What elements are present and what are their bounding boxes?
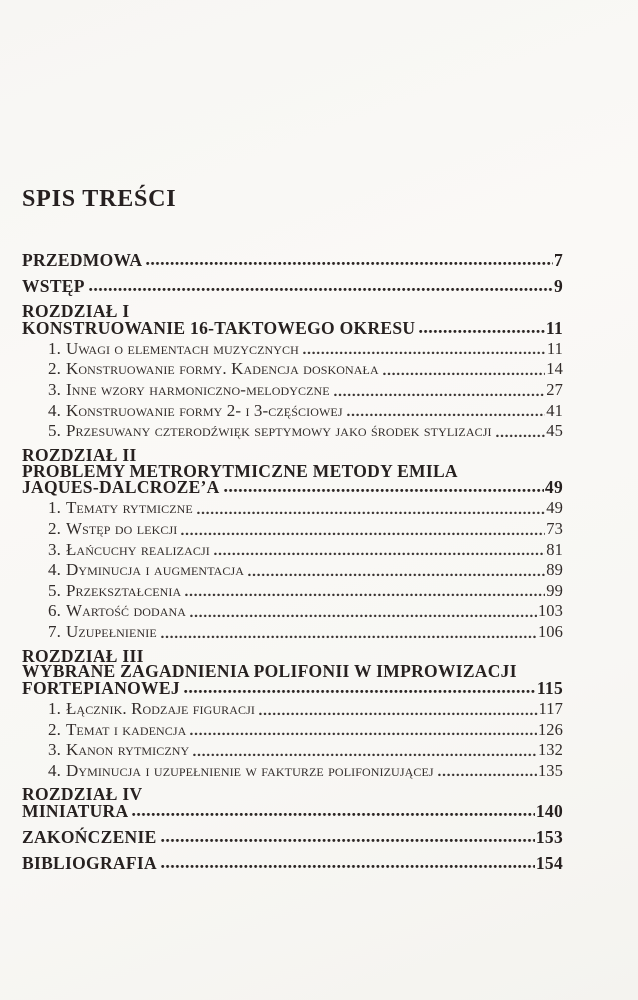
dot-leader bbox=[161, 635, 537, 639]
toc-item bbox=[48, 581, 563, 602]
toc-entry bbox=[22, 827, 563, 848]
page-number: 11 bbox=[545, 317, 563, 338]
item-number: 6. bbox=[48, 601, 61, 621]
toc-entry-row bbox=[22, 827, 563, 848]
page-number: 140 bbox=[535, 801, 563, 822]
page-number: 27 bbox=[546, 379, 563, 399]
page-number: 99 bbox=[546, 580, 563, 600]
chapter-items bbox=[22, 498, 563, 642]
item-number: 7. bbox=[48, 621, 61, 641]
item-title: Łącznik. Rodzaje figuracji bbox=[65, 699, 256, 719]
toc-item bbox=[48, 339, 563, 360]
toc-entry bbox=[22, 301, 563, 442]
entry-title: BIBLIOGRAFIA bbox=[22, 853, 157, 874]
item-title: Dyminucja i augmentacja bbox=[65, 560, 245, 580]
page-number: 9 bbox=[553, 276, 563, 296]
dot-leader bbox=[248, 573, 545, 577]
dot-leader bbox=[334, 393, 546, 397]
page-number: 41 bbox=[546, 400, 563, 420]
item-number: 2. bbox=[48, 359, 61, 379]
page-number: 45 bbox=[546, 421, 563, 441]
item-title: Konstruowanie formy. Kadencja doskonała bbox=[65, 359, 379, 379]
entry-title: KONSTRUOWANIE 16-TAKTOWEGO OKRESU bbox=[22, 317, 416, 338]
item-number: 2. bbox=[48, 518, 61, 538]
toc-entry bbox=[22, 444, 563, 643]
page-number: 81 bbox=[546, 539, 563, 559]
dot-leader bbox=[214, 552, 545, 556]
item-title: Konstruowanie formy 2- i 3-częściowej bbox=[65, 400, 343, 420]
page-number: 49 bbox=[546, 498, 563, 518]
toc-item bbox=[48, 498, 563, 519]
dot-leader bbox=[496, 434, 546, 438]
item-title: Uzupełnienie bbox=[65, 621, 157, 641]
page-number: 49 bbox=[544, 477, 563, 498]
item-title: Łańcuchy realizacji bbox=[65, 539, 210, 559]
item-title: Przekształcenia bbox=[65, 580, 182, 600]
page-number: 73 bbox=[546, 518, 563, 538]
dot-leader bbox=[193, 753, 537, 757]
item-number: 4. bbox=[48, 400, 61, 420]
toc-entry bbox=[22, 278, 563, 294]
item-title: Wstęp do lekcji bbox=[65, 518, 178, 538]
item-number: 5. bbox=[48, 421, 61, 441]
dot-leader bbox=[347, 413, 546, 417]
toc-item bbox=[48, 380, 563, 401]
chapter-heading-line: ROZDZIAŁ III bbox=[22, 645, 144, 666]
page-number: 103 bbox=[537, 601, 563, 621]
item-title: Temat i kadencja bbox=[65, 719, 187, 739]
page-number: 117 bbox=[538, 699, 563, 719]
page-number: 106 bbox=[537, 621, 563, 641]
toc-item bbox=[48, 519, 563, 540]
toc-item bbox=[48, 560, 563, 581]
dot-leader bbox=[438, 773, 537, 777]
table-of-contents bbox=[22, 250, 563, 874]
chapter-heading-line: ROZDZIAŁ IV bbox=[22, 784, 143, 805]
toc-entry-row bbox=[22, 678, 563, 699]
item-number: 2. bbox=[48, 719, 61, 739]
toc-entry bbox=[22, 784, 563, 822]
chapter-items bbox=[22, 699, 563, 781]
toc-entry-row bbox=[22, 252, 563, 268]
item-number: 1. bbox=[48, 338, 61, 358]
dot-leader bbox=[161, 864, 535, 869]
dot-leader bbox=[184, 689, 536, 694]
dot-leader bbox=[181, 532, 545, 536]
dot-leader bbox=[132, 812, 534, 817]
item-number: 1. bbox=[48, 699, 61, 719]
item-title: Uwagi o elementach muzycznych bbox=[65, 338, 299, 358]
toc-entry-row bbox=[22, 853, 563, 874]
entry-title: ZAKOŃCZENIE bbox=[22, 827, 157, 848]
toc-item bbox=[48, 622, 563, 643]
entry-title: PRZEDMOWA bbox=[22, 250, 143, 270]
toc-item bbox=[48, 761, 563, 782]
item-title: Inne wzory harmoniczno-melodyczne bbox=[65, 379, 330, 399]
page-number: 89 bbox=[546, 560, 563, 580]
page-number: 126 bbox=[537, 719, 563, 739]
entry-title: WSTĘP bbox=[22, 276, 85, 296]
page-number: 153 bbox=[535, 827, 563, 848]
dot-leader bbox=[190, 732, 537, 736]
page-number: 7 bbox=[553, 250, 563, 270]
toc-item bbox=[48, 401, 563, 422]
toc-item bbox=[48, 540, 563, 561]
item-number: 5. bbox=[48, 580, 61, 600]
entry-title: FORTEPIANOWEJ bbox=[22, 678, 180, 699]
dot-leader bbox=[146, 261, 553, 266]
toc-item bbox=[48, 699, 563, 720]
toc-item bbox=[48, 359, 563, 380]
item-number: 4. bbox=[48, 760, 61, 780]
dot-leader bbox=[224, 488, 544, 493]
page-number: 14 bbox=[546, 359, 563, 379]
toc-item bbox=[48, 740, 563, 761]
item-title: Przesuwany czterodźwięk septymowy jako środek stylizacji bbox=[65, 421, 492, 441]
dot-leader bbox=[197, 511, 545, 515]
dot-leader bbox=[161, 838, 535, 843]
toc-item bbox=[48, 421, 563, 442]
dot-leader bbox=[89, 287, 553, 292]
dot-leader bbox=[419, 329, 545, 334]
page-title: SPIS TREŚCI bbox=[22, 186, 177, 212]
item-number: 3. bbox=[48, 539, 61, 559]
dot-leader bbox=[259, 712, 538, 716]
toc-item bbox=[48, 720, 563, 741]
dot-leader bbox=[383, 372, 546, 376]
page-number: 115 bbox=[536, 678, 563, 699]
page-number: 11 bbox=[546, 338, 563, 358]
toc-entry bbox=[22, 853, 563, 874]
toc-entry-row bbox=[22, 801, 563, 822]
entry-title: JAQUES-DALCROZE’A bbox=[22, 477, 220, 498]
chapter-heading-line: ROZDZIAŁ I bbox=[22, 301, 130, 321]
item-title: Tematy rytmiczne bbox=[65, 498, 193, 518]
item-number: 1. bbox=[48, 498, 61, 518]
chapter-heading-line: WYBRANE ZAGADNIENIA POLIFONII W IMPROWIZACJI bbox=[22, 661, 517, 682]
toc-entry-row bbox=[22, 278, 563, 294]
page-number: 132 bbox=[537, 740, 563, 760]
dot-leader bbox=[303, 351, 546, 355]
chapter-heading-line: ROZDZIAŁ II bbox=[22, 444, 137, 465]
dot-leader bbox=[190, 614, 537, 618]
toc-entry bbox=[22, 252, 563, 268]
page-number: 135 bbox=[537, 760, 563, 780]
item-number: 4. bbox=[48, 560, 61, 580]
item-title: Wartość dodana bbox=[65, 601, 187, 621]
chapter-heading-line: PROBLEMY METRORYTMICZNE METODY EMILA bbox=[22, 460, 458, 481]
dot-leader bbox=[185, 593, 545, 597]
item-title: Kanon rytmiczny bbox=[65, 740, 190, 760]
item-number: 3. bbox=[48, 740, 61, 760]
page-number: 154 bbox=[535, 853, 563, 874]
chapter-items bbox=[22, 339, 563, 442]
toc-entry-row bbox=[22, 477, 563, 498]
item-title: Dyminucja i uzupełnienie w fakturze polifonizującej bbox=[65, 760, 434, 780]
item-number: 3. bbox=[48, 379, 61, 399]
entry-title: MINIATURA bbox=[22, 801, 129, 822]
toc-item bbox=[48, 601, 563, 622]
toc-entry bbox=[22, 645, 563, 782]
toc-entry-row bbox=[22, 317, 563, 338]
